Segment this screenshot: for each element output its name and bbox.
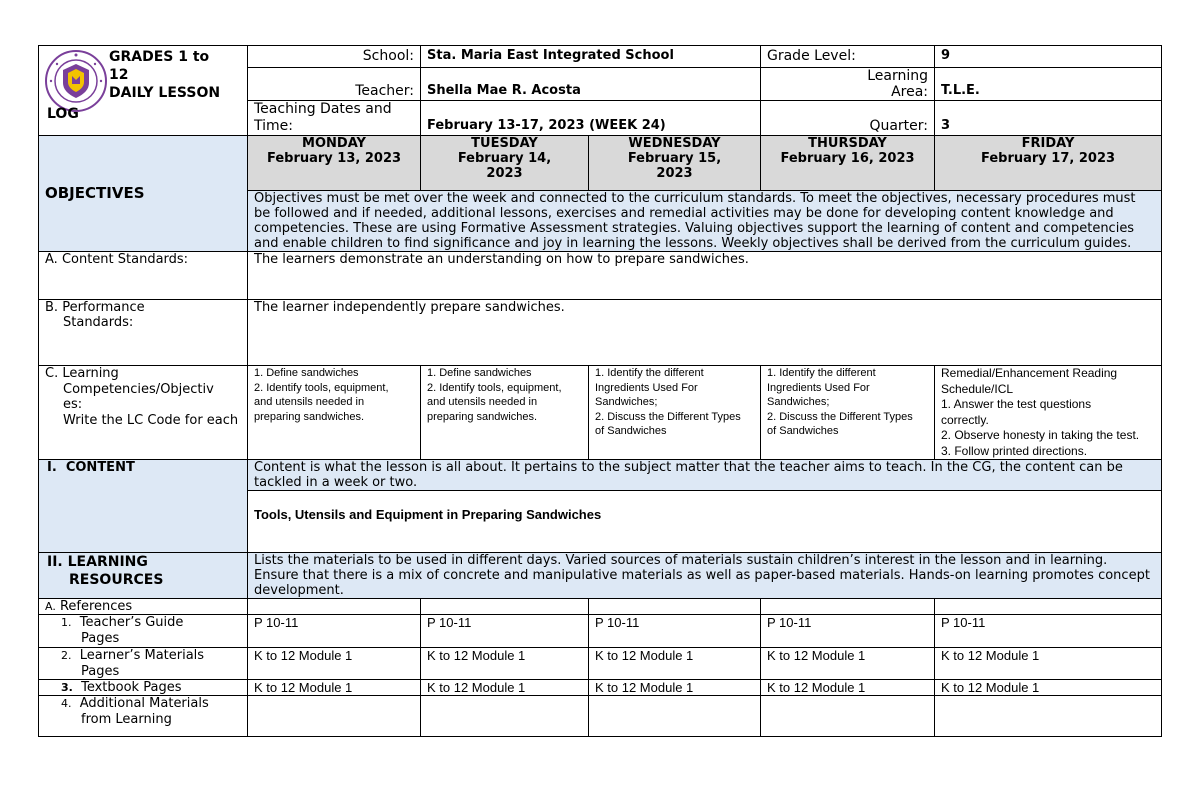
- content-standards-label: [39, 252, 248, 300]
- reference-value: P 10-11: [589, 615, 761, 648]
- header-row-school: [39, 46, 1162, 68]
- learning-resources-line: RESOURCES: [69, 572, 164, 588]
- competency-line: preparing sandwiches.: [427, 410, 538, 423]
- competency-line: 1. Define sandwiches: [427, 367, 532, 379]
- reference-value: K to 12 Module 1: [761, 648, 935, 680]
- grade-level-label: Grade Level:: [761, 46, 935, 68]
- reference-label-line: [61, 615, 241, 631]
- grades-title-line: 12: [109, 67, 129, 83]
- reference-value: P 10-11: [935, 615, 1162, 648]
- competency-line: correctly.: [941, 412, 989, 427]
- content-standards-value: The learners demonstrate an understanding on how to prepare sandwiches.: [248, 252, 1162, 300]
- competencies-text: Learning: [62, 366, 119, 381]
- competencies-line: Write the LC Code for each: [63, 412, 239, 428]
- reference-num: 1.: [61, 616, 72, 629]
- day-header-thursday: [761, 136, 935, 191]
- reference-label-line: from Learning: [81, 711, 172, 727]
- day-date: February 15,: [627, 151, 722, 166]
- dates-label-line: Teaching Dates and: [254, 101, 392, 117]
- content-standards-row: [39, 252, 1162, 300]
- day-name: FRIDAY: [1021, 136, 1075, 151]
- day-header-row: [39, 136, 1162, 191]
- references-label: [39, 599, 248, 615]
- reference-label-line: Pages: [81, 663, 120, 679]
- competencies-letter: C.: [45, 366, 59, 381]
- reference-value: [935, 696, 1162, 737]
- reference-value: [248, 696, 421, 737]
- reference-label: [39, 615, 248, 648]
- references-cell: [248, 599, 421, 615]
- learning-area-label-line: Area:: [891, 84, 928, 100]
- competency-line: of Sandwiches: [767, 425, 839, 437]
- reference-label-line: [61, 648, 241, 664]
- learning-resources-numeral: II.: [47, 554, 63, 570]
- reference-row-textbook: [39, 680, 1162, 696]
- performance-standards-label: [39, 300, 248, 366]
- reference-value: K to 12 Module 1: [589, 680, 761, 696]
- grades-title-log: LOG: [47, 106, 79, 122]
- day-date: February 17, 2023: [980, 151, 1116, 166]
- day-date: 2023: [656, 166, 693, 181]
- day-date: February 13, 2023: [266, 151, 402, 166]
- competency-line: Schedule/ICL: [941, 381, 1014, 396]
- competency-line: and utensils needed in: [254, 396, 365, 408]
- reference-value: [761, 696, 935, 737]
- day-header-tuesday: [421, 136, 589, 191]
- reference-value: K to 12 Module 1: [248, 648, 421, 680]
- content-note: Content is what the lesson is all about. It pertains to the subject matter that the teacher aims to teach. In the CG, the content can be tackled in a week or two.: [248, 460, 1162, 491]
- references-row: [39, 599, 1162, 615]
- quarter-label: Quarter:: [761, 101, 935, 136]
- reference-label: [39, 648, 248, 680]
- competencies-line: Competencies/Objectiv: [63, 381, 214, 397]
- references-letter: A.: [45, 600, 56, 613]
- reference-label: [39, 680, 248, 696]
- performance-standards-text: Performance: [62, 300, 145, 315]
- lesson-log-table: [38, 45, 1162, 737]
- day-name: WEDNESDAY: [628, 136, 721, 151]
- deped-seal-icon: [45, 50, 107, 112]
- competency-line: Remedial/Enhancement Reading: [941, 366, 1118, 380]
- day-date: February 14,: [457, 151, 552, 166]
- reference-num: 2.: [61, 649, 72, 662]
- competency-line: 1. Answer the test questions: [941, 397, 1092, 411]
- reference-label-line: Pages: [81, 630, 120, 646]
- dates-label-line: Time:: [254, 118, 293, 134]
- reference-row-learners-materials: [39, 648, 1162, 680]
- day-name: THURSDAY: [808, 136, 887, 151]
- competency-line: 3. Follow printed directions.: [941, 443, 1088, 458]
- reference-row-additional: [39, 696, 1162, 737]
- content-title-text: CONTENT: [65, 460, 135, 475]
- competency-line: Ingredients Used For: [595, 381, 698, 394]
- school-value: Sta. Maria East Integrated School: [421, 46, 761, 68]
- competency-line: 1. Identify the different: [595, 367, 704, 379]
- reference-label-text: Learner’s Materials: [79, 648, 205, 663]
- references-cell: [589, 599, 761, 615]
- learning-area-label: [761, 68, 935, 101]
- reference-value: [589, 696, 761, 737]
- competency-line: and utensils needed in: [427, 396, 538, 408]
- learning-resources-title-text: LEARNING: [67, 554, 148, 570]
- content-title: [39, 460, 248, 553]
- competencies-row: [39, 366, 1162, 460]
- performance-standards-letter: B.: [45, 300, 59, 315]
- school-label: School:: [248, 46, 421, 68]
- learning-resources-line: [47, 553, 241, 571]
- references-cell: [935, 599, 1162, 615]
- objectives-title: OBJECTIVES: [39, 136, 248, 252]
- reference-label: [39, 696, 248, 737]
- competency-line: Sandwiches;: [767, 396, 830, 408]
- content-note-row: [39, 460, 1162, 491]
- day-date: 2023: [486, 166, 523, 181]
- learning-resources-note: Lists the materials to be used in different days. Varied sources of materials sustain children’s interest in the lesson and in learning. Ensure that there is a mix of concrete and manipulative materials as well as paper-based materials. Hands-on learning promotes concept development.: [248, 553, 1162, 599]
- competency-line: of Sandwiches: [595, 425, 667, 437]
- day-date: February 16, 2023: [780, 151, 915, 166]
- reference-value: K to 12 Module 1: [421, 680, 589, 696]
- content-standards-letter: A.: [45, 252, 58, 267]
- reference-row-teachers-guide: [39, 615, 1162, 648]
- competencies-line: [45, 366, 241, 382]
- day-name: TUESDAY: [471, 136, 538, 151]
- reference-label-text: Teacher’s Guide: [79, 615, 184, 630]
- title-cell: [39, 46, 248, 136]
- learning-area-value: T.L.E.: [935, 68, 1162, 101]
- performance-standards-line: [45, 300, 241, 315]
- references-text: References: [59, 599, 133, 614]
- learning-area-label-line: Learning: [867, 68, 928, 84]
- reference-label-text: Additional Materials: [79, 696, 209, 711]
- performance-standards-value: The learner independently prepare sandwiches.: [248, 300, 1162, 366]
- content-numeral: I.: [47, 460, 57, 475]
- day-name: MONDAY: [302, 136, 366, 151]
- competency-line: 2. Discuss the Different Types: [595, 410, 741, 423]
- reference-value: P 10-11: [248, 615, 421, 648]
- competencies-tuesday: [421, 366, 589, 460]
- learning-resources-row: [39, 553, 1162, 599]
- performance-standards-line: Standards:: [63, 315, 134, 330]
- grades-title-line: GRADES 1 to: [109, 49, 210, 65]
- day-header-friday: [935, 136, 1162, 191]
- reference-value: [421, 696, 589, 737]
- performance-standards-row: [39, 300, 1162, 366]
- competency-line: 2. Observe honesty in taking the test.: [941, 428, 1140, 442]
- competencies-line: es:: [63, 397, 83, 412]
- reference-value: K to 12 Module 1: [761, 680, 935, 696]
- reference-label-line: [61, 696, 241, 712]
- quarter-value: 3: [935, 101, 1162, 136]
- daily-lesson-log: [38, 45, 1161, 737]
- competency-line: preparing sandwiches.: [254, 410, 365, 423]
- day-header-monday: [248, 136, 421, 191]
- reference-value: K to 12 Module 1: [421, 648, 589, 680]
- content-standards-text: Content Standards:: [61, 252, 189, 267]
- competency-line: 2. Discuss the Different Types: [767, 410, 913, 423]
- dates-value: February 13-17, 2023 (WEEK 24): [421, 101, 761, 136]
- reference-num: 4.: [61, 697, 72, 710]
- grades-title-line: DAILY LESSON: [109, 85, 221, 101]
- reference-num: 3.: [61, 681, 73, 694]
- teacher-label: Teacher:: [248, 68, 421, 101]
- reference-label-text: Textbook Pages: [81, 680, 182, 695]
- competencies-monday: [248, 366, 421, 460]
- references-cell: [761, 599, 935, 615]
- competencies-thursday: [761, 366, 935, 460]
- reference-value: P 10-11: [761, 615, 935, 648]
- competency-line: Sandwiches;: [595, 396, 658, 408]
- competencies-label: [39, 366, 248, 460]
- competencies-wednesday: [589, 366, 761, 460]
- learning-resources-title: [39, 553, 248, 599]
- references-cell: [421, 599, 589, 615]
- teacher-value: Shella Mae R. Acosta: [421, 68, 761, 101]
- reference-value: K to 12 Module 1: [935, 680, 1162, 696]
- grades-title: [109, 48, 220, 102]
- day-header-wednesday: [589, 136, 761, 191]
- competency-line: 2. Identify tools, equipment,: [254, 381, 389, 394]
- dates-label: [248, 101, 421, 136]
- competency-line: Ingredients Used For: [767, 381, 870, 394]
- reference-value: K to 12 Module 1: [935, 648, 1162, 680]
- objectives-note: Objectives must be met over the week and connected to the curriculum standards. To meet the objectives, necessary procedures must be followed and if needed, additional lessons, exercises and remedial activities may be done for developing content knowledge and competencies. These are using Formative Assessment strategies. Valuing objectives support the learning of content and competencies and enable children to find significance and joy in learning the lessons. Weekly objectives shall be derived from the curriculum guides.: [248, 191, 1162, 252]
- content-value: Tools, Utensils and Equipment in Preparing Sandwiches: [248, 491, 1162, 553]
- reference-value: P 10-11: [421, 615, 589, 648]
- grade-level-value: 9: [935, 46, 1162, 68]
- reference-value: K to 12 Module 1: [248, 680, 421, 696]
- reference-value: K to 12 Module 1: [589, 648, 761, 680]
- competencies-friday: [935, 366, 1162, 460]
- competency-line: 1. Identify the different: [767, 367, 876, 379]
- competency-line: 1. Define sandwiches: [254, 367, 359, 379]
- competency-line: 2. Identify tools, equipment,: [427, 381, 562, 394]
